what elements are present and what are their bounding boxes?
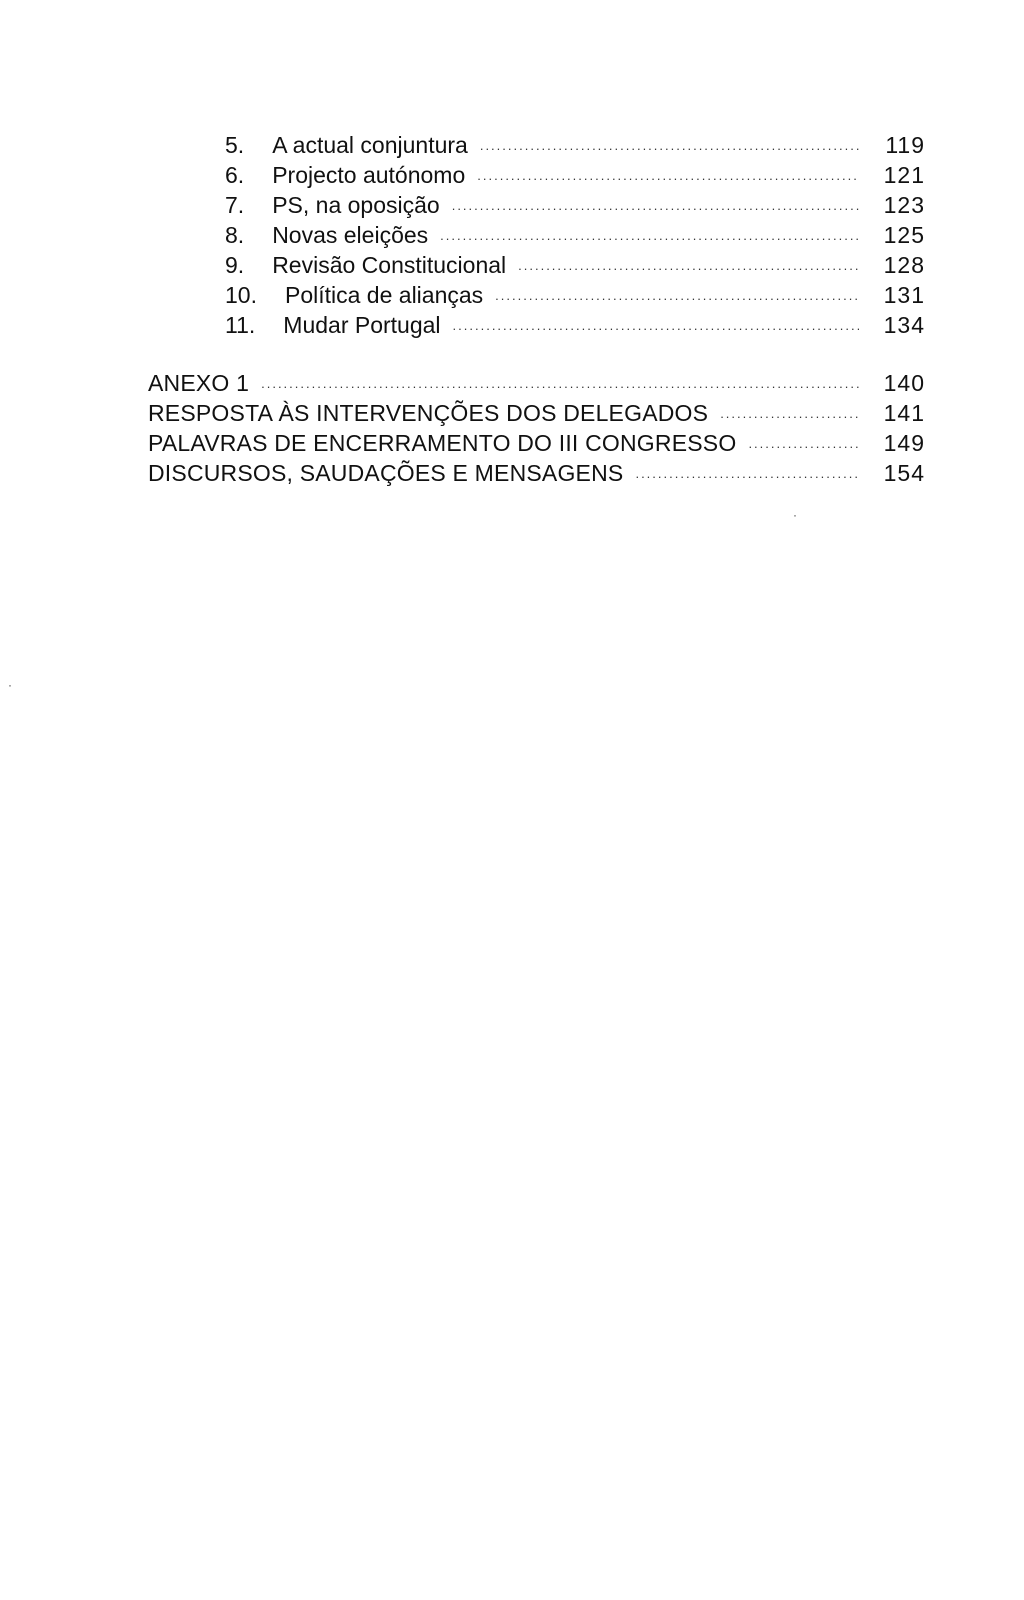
toc-entry xyxy=(225,220,925,250)
section-page-number: 141 xyxy=(883,400,925,426)
entry-number: 6. xyxy=(225,162,245,188)
toc-section-entry xyxy=(148,428,925,458)
section-page-number: 140 xyxy=(883,370,925,396)
entry-number: 5. xyxy=(225,132,245,158)
section-page-number: 154 xyxy=(883,460,925,486)
entry-number: 9. xyxy=(225,252,245,278)
entry-page-number: 121 xyxy=(883,162,925,188)
entry-title: Revisão Constitucional xyxy=(272,252,507,278)
entry-title: Projecto autónomo xyxy=(272,162,466,188)
entry-title: Mudar Portugal xyxy=(283,312,441,338)
section-title: PALAVRAS DE ENCERRAMENTO DO III CONGRESSO xyxy=(148,430,737,456)
dot-leader xyxy=(748,434,859,458)
toc-entry xyxy=(225,280,925,310)
toc-entry xyxy=(225,160,925,190)
dot-leader xyxy=(518,256,859,280)
entry-page-number: 123 xyxy=(883,192,925,218)
entry-number: 8. xyxy=(225,222,245,248)
entry-number: 11. xyxy=(225,312,256,338)
dot-leader xyxy=(720,404,859,428)
section-page-number: 149 xyxy=(883,430,925,456)
entry-number: 7. xyxy=(225,192,245,218)
scan-speck: · xyxy=(793,508,797,522)
toc-section-entry xyxy=(148,458,925,488)
entry-title: A actual conjuntura xyxy=(272,132,468,158)
section-title: ANEXO 1 xyxy=(148,370,250,396)
dot-leader xyxy=(635,464,859,488)
toc-section-entry xyxy=(148,398,925,428)
entry-page-number: 131 xyxy=(883,282,925,308)
entry-title: Novas eleições xyxy=(272,222,429,248)
entry-number: 10. xyxy=(225,282,257,308)
section-title: RESPOSTA ÀS INTERVENÇÕES DOS DELEGADOS xyxy=(148,400,709,426)
scan-speck: · xyxy=(8,678,12,692)
toc-entry xyxy=(225,130,925,160)
entry-page-number: 119 xyxy=(885,132,925,158)
toc-entry xyxy=(225,250,925,280)
dot-leader xyxy=(453,316,859,340)
entry-page-number: 134 xyxy=(883,312,925,338)
toc-entry xyxy=(225,310,925,340)
toc-section-entry xyxy=(148,368,925,398)
dot-leader xyxy=(452,196,859,220)
entry-title: PS, na oposição xyxy=(272,192,440,218)
section-title: DISCURSOS, SAUDAÇÕES E MENSAGENS xyxy=(148,460,624,486)
entry-page-number: 128 xyxy=(883,252,925,278)
dot-leader xyxy=(440,226,859,250)
toc-entry xyxy=(225,190,925,220)
dot-leader xyxy=(477,166,859,190)
dot-leader xyxy=(261,374,859,398)
dot-leader xyxy=(480,136,859,160)
entry-title: Política de alianças xyxy=(284,282,484,308)
dot-leader xyxy=(495,286,859,310)
entry-page-number: 125 xyxy=(883,222,925,248)
